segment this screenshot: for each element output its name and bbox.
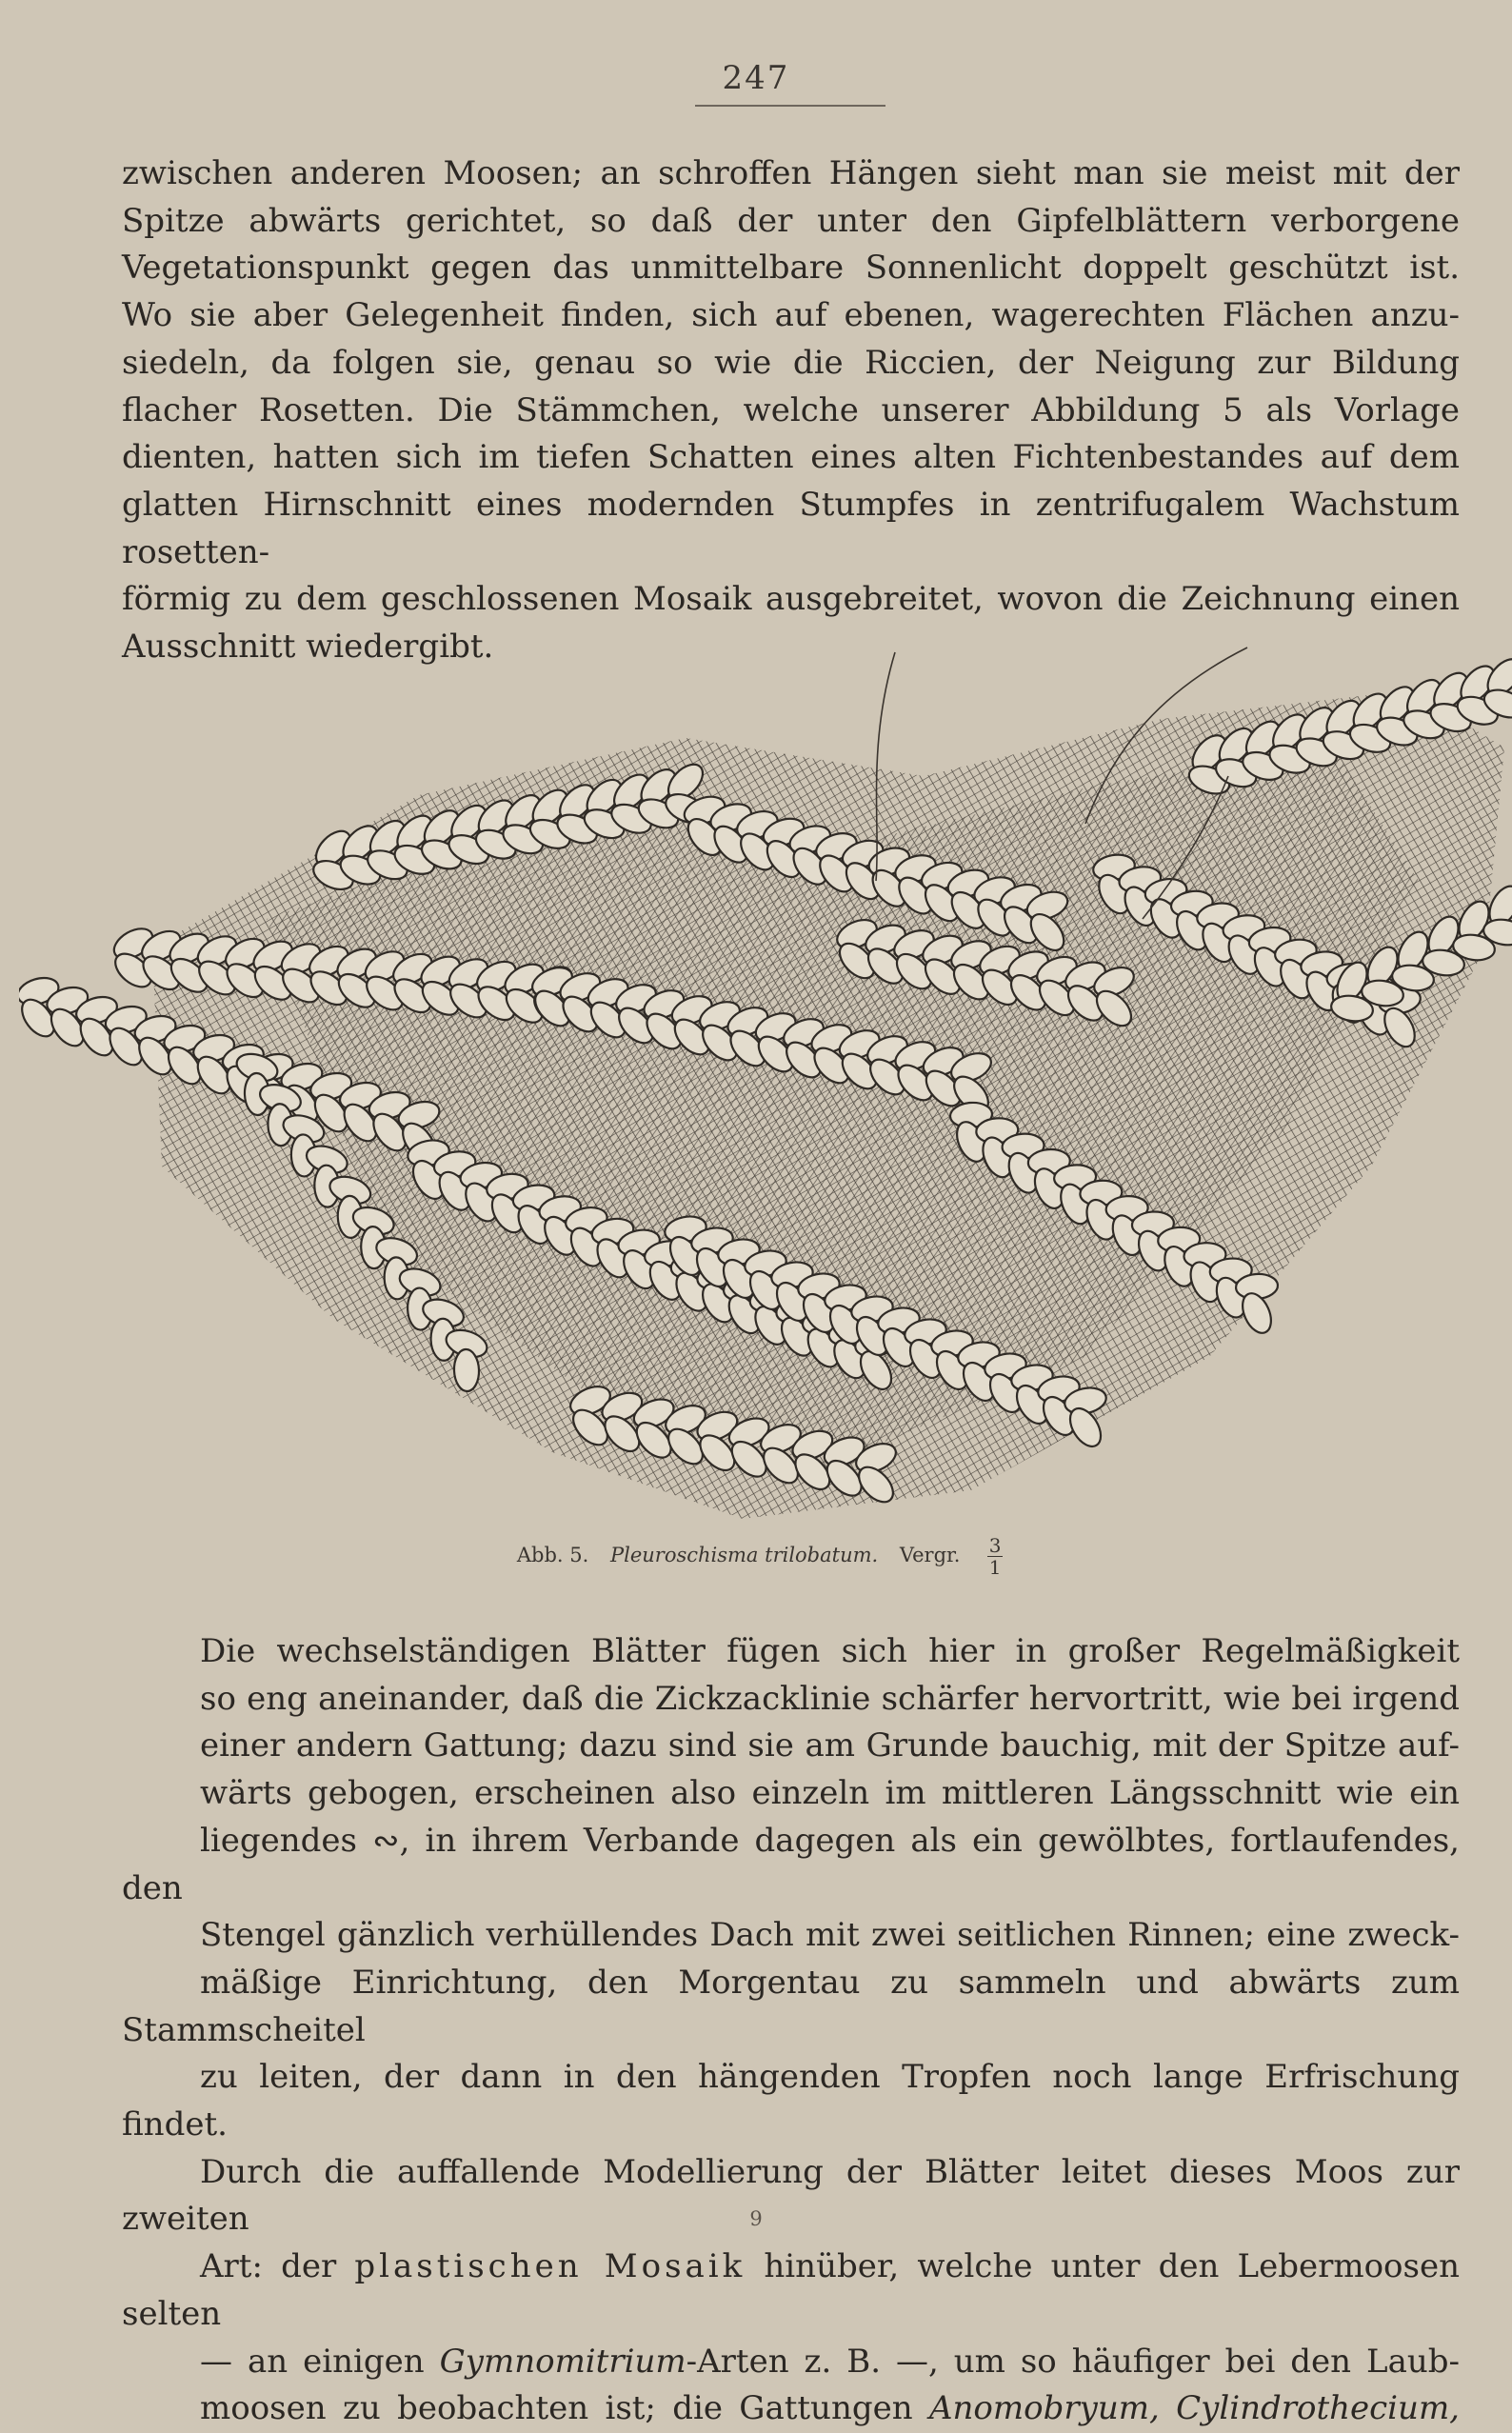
emphasis-spaced: plastischen Mosaik (354, 2247, 746, 2286)
page-number: 247 (722, 59, 790, 97)
moss-illustration (19, 633, 1512, 1528)
text-line: Stengel gänzlich verhüllendes Dach mit zwei seitlichen Rinnen; eine zweck- (200, 1916, 1460, 1955)
text-fragment: -Arten z. B. —, um so häufiger bei den Laub- (686, 2342, 1461, 2381)
text-line: Ausschnitt wiedergibt. (122, 628, 494, 667)
magnification-fraction (987, 1535, 1003, 1578)
text-line: flacher Rosetten. Die Stämmchen, welche unserer Abbildung 5 als Vorlage (122, 390, 1460, 429)
text-line: so eng aneinander, daß die Zickzacklinie schärfer hervortritt, wie bei irgend (200, 1679, 1460, 1718)
text-line: Durch die auffallende Modellierung der Blätter leitet dieses Moos zur zweiten (122, 2152, 1460, 2239)
text-line: dienten, hatten sich im tiefen Schatten eines alten Fichtenbestandes auf dem (122, 438, 1460, 477)
caption-magnification: Vergr. (899, 1544, 961, 1566)
leaf-scale (453, 1349, 480, 1392)
genus-names: Anomobryum, Cylindrothecium, (928, 2389, 1460, 2428)
text-line (122, 2385, 1460, 2433)
text-line: liegendes ∾, in ihrem Verbande dagegen als ein gewölbtes, fortlaufendes, den (122, 1821, 1460, 1907)
text-line: förmig zu dem geschlossenen Mosaik ausgebreitet, wovon die Zeichnung einen (122, 580, 1460, 619)
text-line: Wo sie aber Gelegenheit finden, sich auf ebenen, wagerechten Flächen anzu- (122, 296, 1460, 335)
text-line: glatten Hirnschnitt eines modernden Stumpfes in zentrifugalem Wachstum rosetten- (122, 485, 1460, 571)
text-line: einer andern Gattung; dazu sind sie am Grunde bauchig, mit der Spitze auf- (200, 1726, 1460, 1765)
genus-name: Gymnomitrium (439, 2342, 686, 2381)
text-line: Die wechselständigen Blätter fügen sich hier in großer Regelmäßigkeit (200, 1632, 1460, 1670)
fraction-numerator: 3 (988, 1534, 1002, 1557)
text-line: mäßige Einrichtung, den Morgentau zu sammeln und abwärts zum Stammscheitel (122, 1963, 1460, 2049)
fraction-denominator: 1 (988, 1556, 1002, 1579)
caption-species: Pleuroschisma trilobatum. (609, 1544, 879, 1566)
text-fragment: moosen zu beobachten ist; die Gattungen (200, 2389, 929, 2428)
paragraph-2 (122, 1628, 1460, 2433)
text-fragment: hinüber, welche unter den Lebermoosen selten (122, 2247, 1460, 2333)
text-line: zu leiten, der dann in den hängenden Tropfen noch lange Erfrischung findet. (122, 2058, 1460, 2144)
caption-prefix: Abb. 5. (516, 1544, 589, 1566)
moss-rosette-drawing (19, 633, 1512, 1528)
text-line (122, 2339, 1460, 2386)
text-fragment: Art: der (200, 2247, 355, 2286)
text-fragment: — an einigen (200, 2342, 440, 2381)
text-line: zwischen anderen Moosen; an schroffen Hängen sieht man sie meist mit der (122, 154, 1460, 192)
text-line: siedeln, da folgen sie, genau so wie die Riccien, der Neigung zur Bildung (122, 343, 1460, 382)
text-line (122, 2244, 1460, 2338)
text-line: wärts gebogen, erscheinen also einzeln im mittleren Längsschnitt wie ein (200, 1774, 1460, 1813)
signature-mark: 9 (749, 2207, 763, 2230)
paragraph-1 (122, 150, 1460, 671)
figure-caption (0, 1535, 1512, 1578)
text-line: Spitze abwärts gerichtet, so daß der unter den Gipfelblättern verborgene (122, 201, 1460, 240)
header-rule (695, 105, 885, 107)
text-line: Vegetationspunkt gegen das unmittelbare Sonnenlicht doppelt geschützt ist. (122, 249, 1460, 288)
